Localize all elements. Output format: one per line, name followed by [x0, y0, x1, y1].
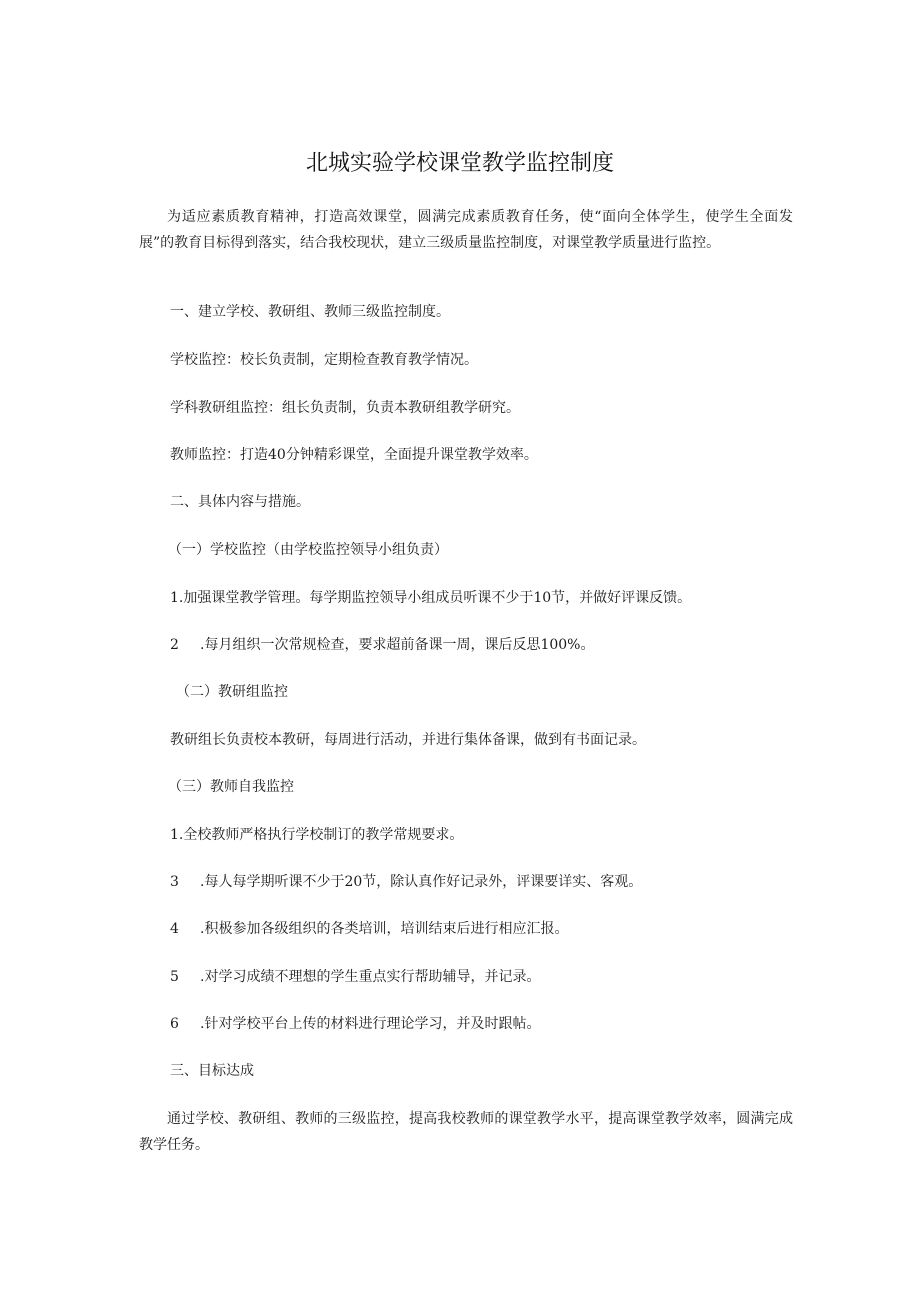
list-number: 4: [170, 921, 179, 937]
teacher-item-6: [170, 1013, 540, 1035]
list-number: 3: [170, 874, 179, 890]
section-2-heading: 二、具体内容与措施。: [170, 494, 310, 510]
teacher-monitoring-line: 教师监控：打造40分钟精彩课堂，全面提升课堂教学效率。: [170, 447, 538, 463]
subsection-teacher-heading: （三）教师自我监控: [168, 779, 294, 795]
school-monitoring-line: 学校监控：校长负责制，定期检查教育教学情况。: [170, 352, 478, 368]
teacher-item-5: [170, 966, 540, 988]
school-item-2: [170, 634, 594, 656]
subject-group-monitoring-line: 学科教研组监控：组长负责制，负责本教研组教学研究。: [170, 400, 520, 416]
list-number: 2: [170, 637, 179, 653]
teacher-item-1: 1.全校教师严格执行学校制订的教学常规要求。: [170, 827, 464, 843]
list-text: .每月组织一次常规检查，要求超前备课一周，课后反思100%。: [200, 637, 595, 653]
list-number: 5: [170, 969, 179, 985]
list-number: 6: [170, 1016, 179, 1032]
intro-paragraph: 为适应素质教育精神，打造高效课堂，圆满完成素质教育任务，使“面向全体学生，使学生全面发展”的教育目标得到落实，结合我校现状，建立三级质量监控制度，对课堂教学质量进行监控。: [139, 209, 793, 251]
section-3-heading: 三、目标达成: [170, 1063, 254, 1079]
school-item-1: 1.加强课堂教学管理。每学期监控领导小组成员听课不少于10节，并做好评课反馈。: [170, 590, 692, 606]
teacher-item-4: [170, 918, 568, 940]
teacher-item-3: [170, 871, 642, 893]
list-text: .积极参加各级组织的各类培训，培训结束后进行相应汇报。: [200, 921, 569, 937]
subsection-school-heading: （一）学校监控（由学校监控领导小组负责）: [168, 542, 448, 558]
section-1-heading: 一、建立学校、教研组、教师三级监控制度。: [170, 304, 450, 320]
group-monitoring-text: 教研组长负责校本教研，每周进行活动，并进行集体备课，做到有书面记录。: [170, 732, 646, 748]
list-text: .针对学校平台上传的材料进行理论学习，并及时跟帖。: [200, 1016, 541, 1032]
list-text: .对学习成绩不理想的学生重点实行帮助辅导，并记录。: [200, 969, 541, 985]
document-title: 北城实验学校课堂教学监控制度: [305, 151, 614, 176]
subsection-group-heading: （二）教研组监控: [176, 684, 288, 700]
section-3-paragraph: 通过学校、教研组、教师的三级监控，提高我校教师的课堂教学水平，提高课堂教学效率，圆满完成教学任务。: [139, 1111, 793, 1153]
list-text: .每人每学期听课不少于20节，除认真作好记录外，评课要详实、客观。: [200, 874, 643, 890]
